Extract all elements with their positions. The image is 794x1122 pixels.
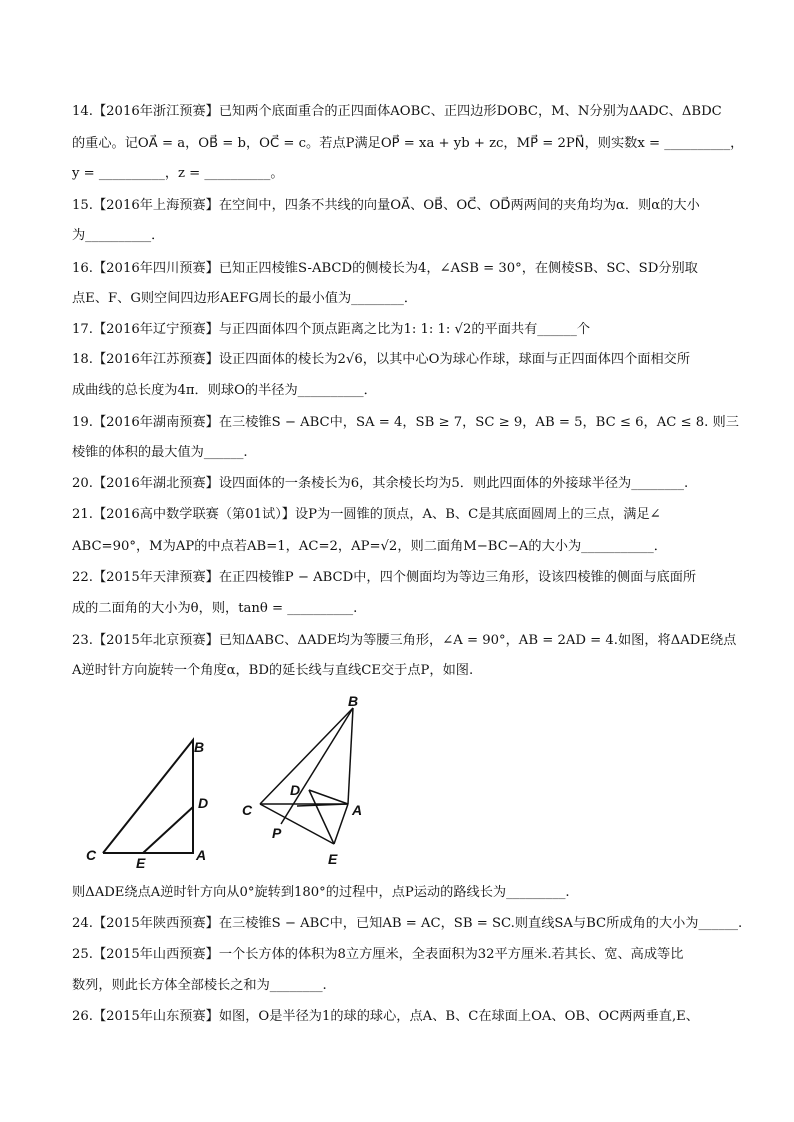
segment-ae [334,804,348,844]
label-b: B [194,739,205,755]
triangle-abc [103,740,193,853]
label-e: E [328,851,338,867]
problem-18-line-2: 成曲线的总长度为4π．则球O的半径为__________． [72,383,377,398]
problem-14-line-1: 14.【2016年浙江预赛】已知两个底面重合的正四面体AOBC、正四边形DOBC，M、N分别为ΔADC、ΔBDC [72,104,722,119]
problem-17-line-1: 17.【2016年辽宁预赛】与正四面体四个顶点距离之比为1: 1: 1: √2的平面共有______个 [72,322,591,337]
problem-26-line-1: 26.【2015年山东预赛】如图，O是半径为1的球的球心，点A、B、C在球面上OA、OB、OC两两垂直,E、 [72,1009,699,1024]
figure-triangle-left-svg [78,730,228,870]
segment-de [143,807,193,853]
problem-21-line-1: 21.【2016高中数学联赛（第01试）】设P为一圆锥的顶点，A、B、C是其底面圆周上的三点，满足∠ [72,507,661,522]
problem-18-line-1: 18.【2016年江苏预赛】设正四面体的棱长为2√6，以其中心O为球心作球，球面与正四面体四个面相交所 [72,352,691,367]
problem-16-line-1: 16.【2016年四川预赛】已知正四棱锥S-ABCD的侧棱长为4，∠ASB = 30°，在侧棱SB、SC、SD分别取 [72,261,698,276]
problem-19-line-1: 19.【2016年湖南预赛】在三棱锥S − ABC中，SA = 4，SB ≥ 7，SC ≥ 9，AB = 5，BC ≤ 6，AC ≤ 8. 则三 [72,415,739,430]
problem-16-line-2: 点E、F、G则空间四边形AEFG周长的最小值为________． [72,291,418,306]
label-a: A [352,802,363,818]
label-b: B [348,694,359,709]
problem-21-line-2: ABC=90°，M为AP的中点若AB=1，AC=2，AP=√2，则二面角M−BC−A的大小为___________． [72,539,667,554]
label-c: C [242,802,253,818]
problem-23-line-1: 23.【2015年北京预赛】已知ΔABC、ΔADE均为等腰三角形，∠A = 90°，AB = 2AD = 4.如图，将ΔADE绕点 [72,633,737,648]
label-c: C [86,847,97,863]
figure-rotated [236,694,386,874]
problem-24-line-1: 24.【2015年陕西预赛】在三棱锥S − ABC中，已知AB = AC，SB = SC.则直线SA与BC所成角的大小为______. [72,916,743,931]
label-d: D [290,782,301,798]
problem-20-line-1: 20.【2016年湖北预赛】设四面体的一条棱长为6，其余棱长均为5．则此四面体的外接球半径为________. [72,476,689,491]
problem-15-line-2: 为__________． [72,228,165,243]
problem-19-line-2: 棱锥的体积的最大值为______. [72,445,248,460]
problem-14-line-2: 的重心。记OA⃗ = a，OB⃗ = b，OC⃗ = c。若点P满足OP⃗ = xa + yb + zc，MP⃗ = 2PN⃗，则实数x = __________， [72,136,744,151]
figure-triangle-left [78,730,228,870]
problem-23-line-3: 则ΔADE绕点A逆时针方向从0°旋转到180°的过程中，点P运动的路线长为_________. [72,885,570,900]
label-e: E [136,855,146,870]
problem-23-line-2: A逆时针方向旋转一个角度α，BD的延长线与直线CE交于点P，如图. [72,663,474,678]
figure-rotated-svg [236,694,386,874]
segment-ba [348,708,353,804]
problem-22-line-1: 22.【2015年天津预赛】在正四棱锥P − ABCD中，四个侧面均为等边三角形，设该四棱锥的侧面与底面所 [72,570,697,585]
problem-22-line-2: 成的二面角的大小为θ，则，tanθ = __________. [72,601,358,616]
problem-14-line-3: y = __________，z = __________。 [72,166,284,181]
segment-bc [260,708,353,804]
label-p: P [272,825,282,841]
problem-25-line-1: 25.【2015年山西预赛】一个长方体的体积为8立方厘米，全表面积为32平方厘米.若其长、宽、高成等比 [72,947,684,962]
label-a: A [196,847,207,863]
label-d: D [198,795,209,811]
problem-25-line-2: 数列，则此长方体全部棱长之和为________. [72,978,327,993]
problem-15-line-1: 15.【2016年上海预赛】在空间中，四条不共线的向量OA⃗、OB⃗、OC⃗、OD⃗两两间的夹角均为α．则α的大小 [72,198,700,213]
